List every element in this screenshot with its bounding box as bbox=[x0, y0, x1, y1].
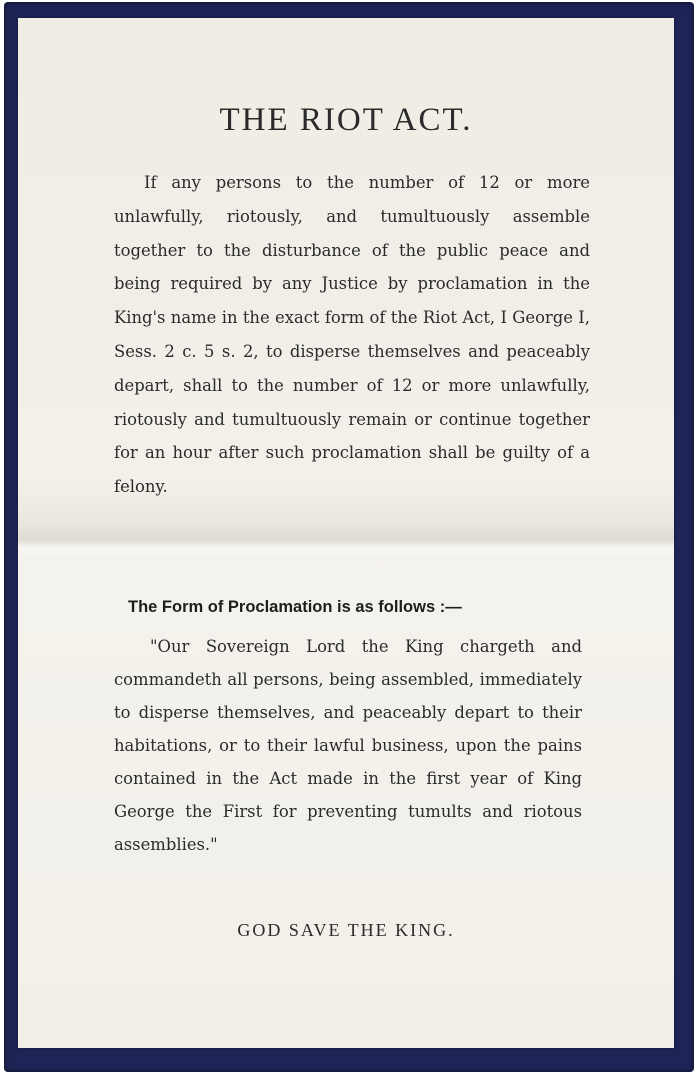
document-title: THE RIOT ACT. bbox=[219, 102, 473, 138]
proclamation-text: "Our Sovereign Lord the King chargeth and commandeth all persons, being assembled, immediately to disperse themselves, and peaceably depart to their habitations, or to their lawful business, upon the pains contained in the Act made in the first year of King George the First for preventing tumults and riotous assemblies." bbox=[114, 637, 582, 854]
riot-act-paragraph: If any persons to the number of 12 or more unlawfully, riotously, and tumultuously assemble together to the disturbance of the public peace and being required by any Justice by proclamation in the King's name in the exact form of the Riot Act, I George I, Sess. 2 c. 5 s. 2, to disperse themselves and peaceably depart, shall to the number of 12 or more unlawfully, riotously and tumultuously remain or continue together for an hour after such proclamation shall be guilty of a felony. bbox=[114, 173, 590, 497]
document-page bbox=[18, 18, 674, 1048]
proclamation-heading: The Form of Proclamation is as follows :— bbox=[128, 598, 462, 616]
page-fold bbox=[18, 526, 674, 562]
closing-line: GOD SAVE THE KING. bbox=[237, 920, 455, 940]
